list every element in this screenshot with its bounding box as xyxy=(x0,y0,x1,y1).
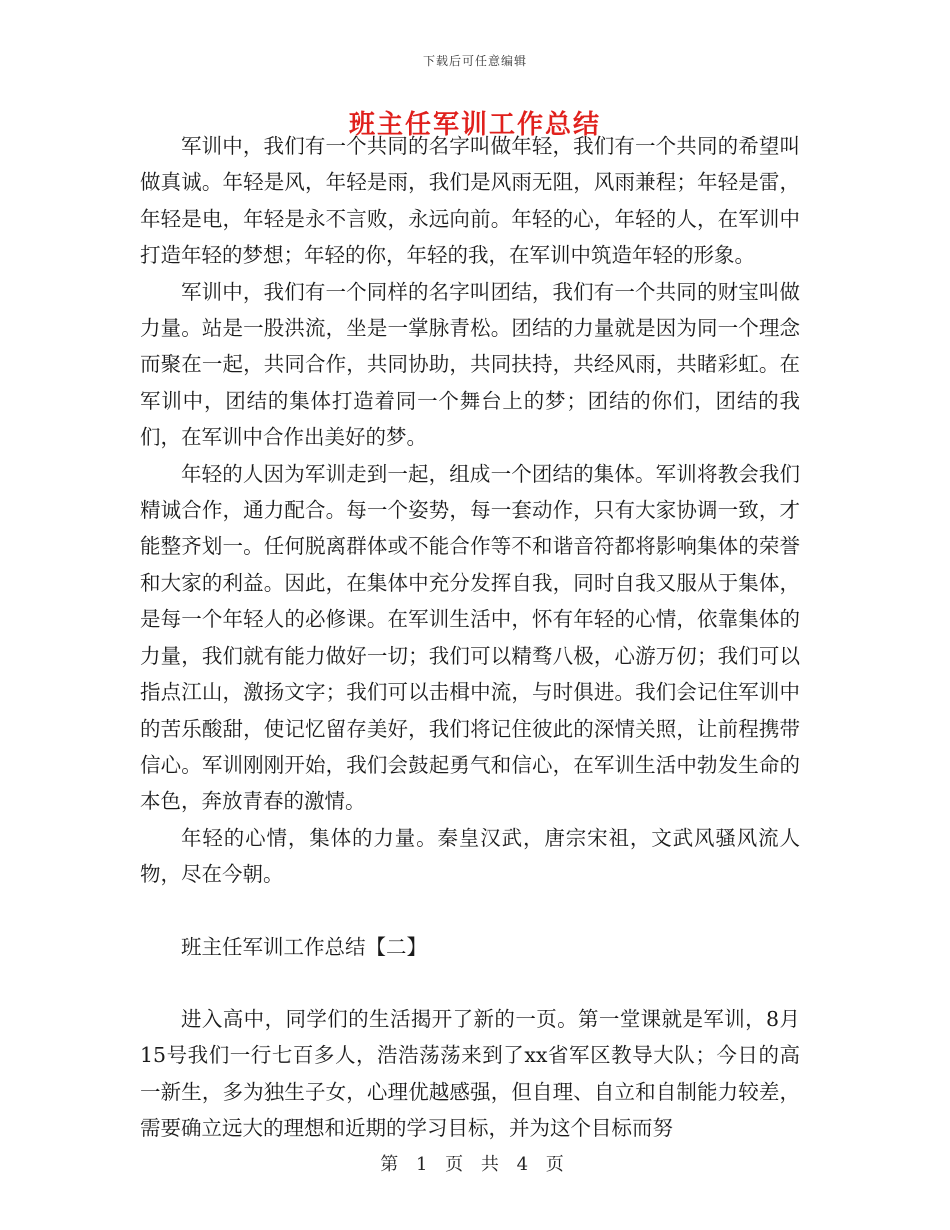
page-footer: 第 1 页 共 4 页 xyxy=(380,1154,570,1175)
paragraph-3: 年轻的人因为军训走到一起，组成一个团结的集体。军训将教会我们精诚合作，通力配合。每一个姿势，每一套动作，只有大家协调一致，才能整齐划一。任何脱离群体或不能合作等不和谐音符都将影响集体的荣誉和大家的利益。因此，在集体中充分发挥自我，同时自我又服从于集体，是每一个年轻人的必修课。在军训生活中，怀有年轻的心情，依靠集体的力量，我们就有能力做好一切；我们可以精骛八极，心游万仞；我们可以指点江山，激扬文字；我们可以击楫中流，与时俱进。我们会记住军训中的苦乐酸甜，使记忆留存美好，我们将记住彼此的深情关照，让前程携带信心。军训刚刚开始，我们会鼓起勇气和信心，在军训生活中勃发生命的本色，奔放青春的激情。 xyxy=(140,461,800,814)
section-2-paragraph-1: 进入高中，同学们的生活揭开了新的一页。第一堂课就是军训，8月15号我们一行七百多人，浩浩荡荡来到了xx省军区教导大队；今日的高一新生，多为独生子女，心理优越感强，但自理、自立和自制能力较差，需要确立远大的理想和近期的学习目标，并为这个目标而努 xyxy=(140,1006,800,1141)
paragraph-2: 军训中，我们有一个同样的名字叫团结，我们有一个共同的财宝叫做力量。站是一股洪流，坐是一掌脉青松。团结的力量就是因为同一个理念而聚在一起，共同合作，共同协助，共同扶持，共经风雨，共睹彩虹。在军训中，团结的集体打造着同一个舞台上的梦；团结的你们，团结的我们，在军训中合作出美好的梦。 xyxy=(140,279,800,450)
section-2-heading: 班主任军训工作总结【二】 xyxy=(181,934,427,959)
paragraph-4: 年轻的心情，集体的力量。秦皇汉武，唐宗宋祖，文武风骚风流人物，尽在今朝。 xyxy=(140,825,800,887)
document-title: 班主任军训工作总结 xyxy=(348,110,601,140)
header-note: 下载后可任意编辑 xyxy=(422,54,527,68)
document-body xyxy=(140,128,800,1147)
paragraph-1: 军训中，我们有一个共同的名字叫做年轻，我们有一个共同的希望叫做真诚。年轻是风，年轻是雨，我们是风雨无阻，风雨兼程；年轻是雷，年轻是电，年轻是永不言败，永远向前。年轻的心，年轻的人，在军训中打造年轻的梦想；年轻的你，年轻的我，在军训中筑造年轻的形象。 xyxy=(140,134,800,268)
